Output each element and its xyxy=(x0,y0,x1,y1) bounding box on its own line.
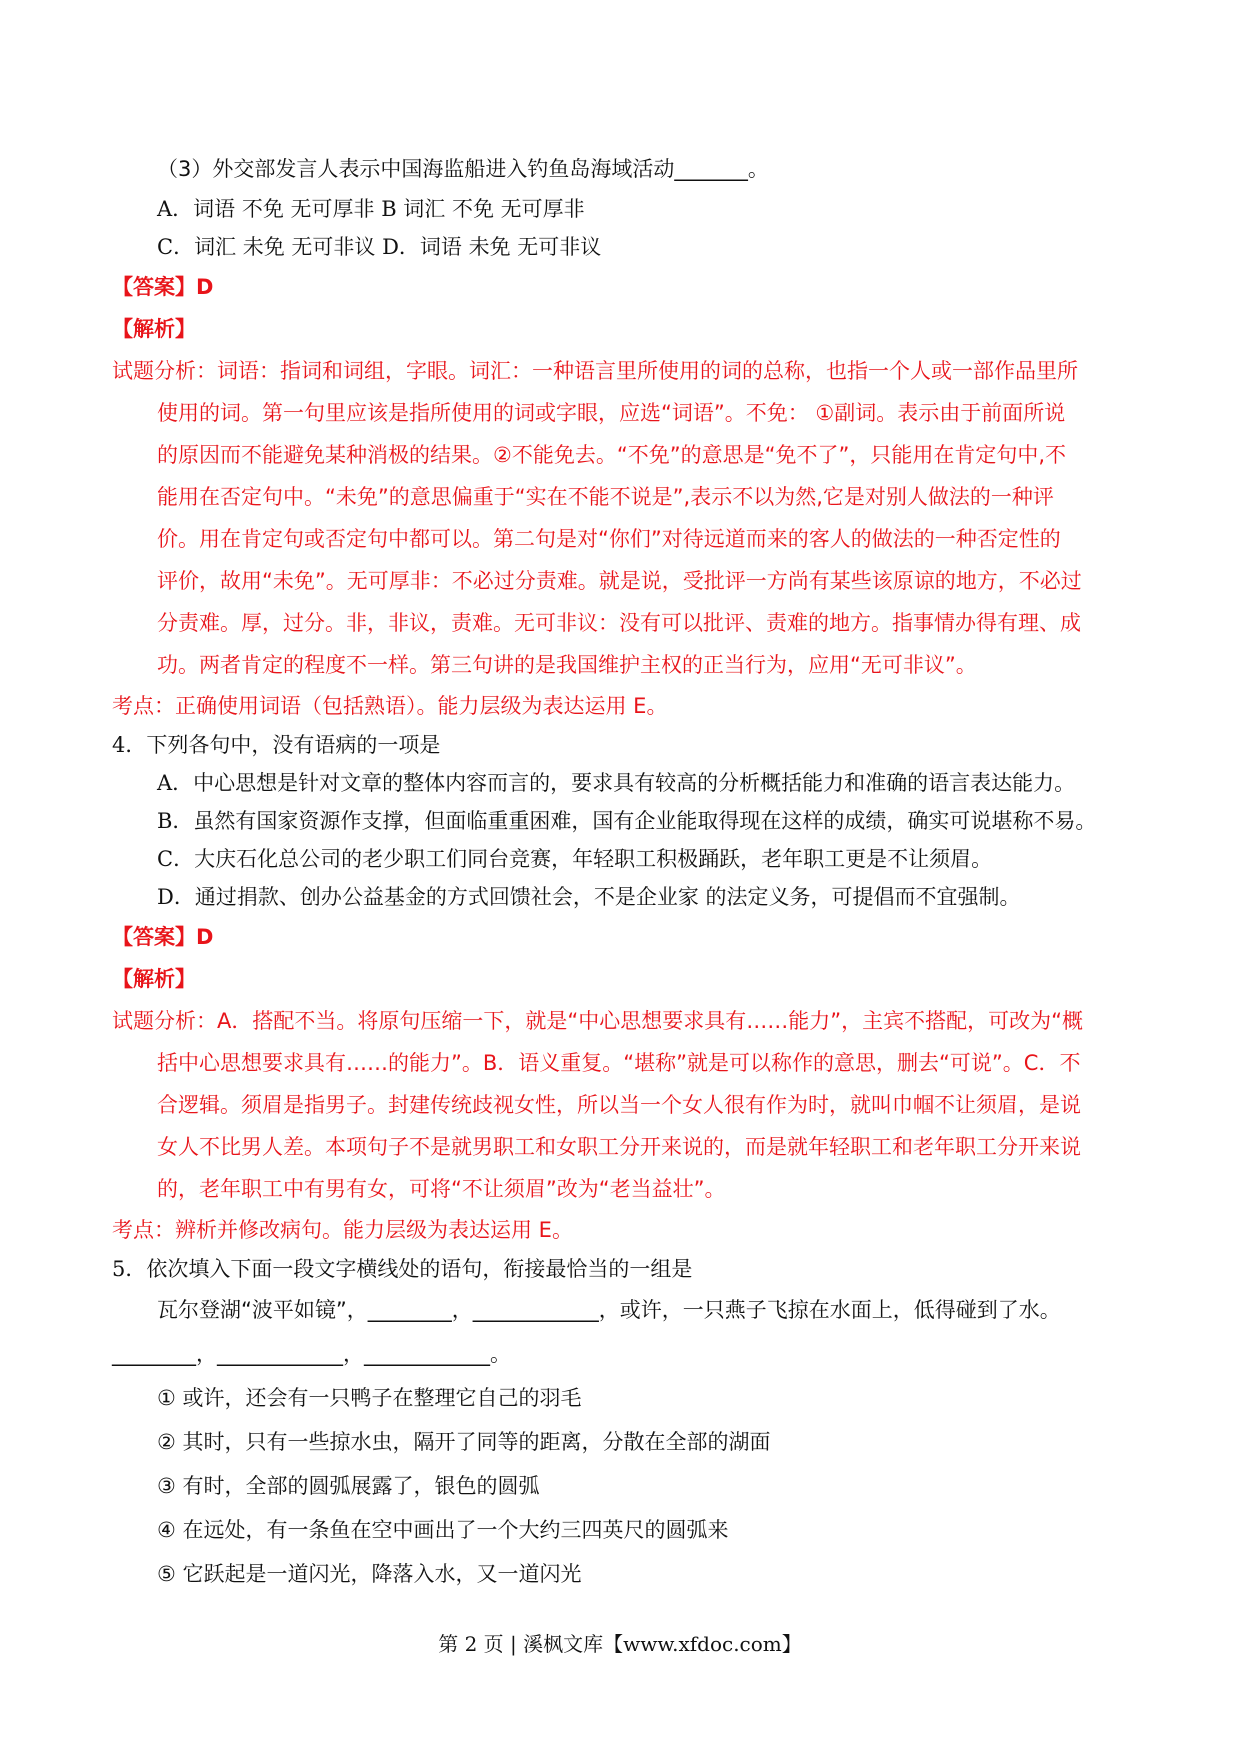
q3-options-cd: C．词汇 未免 无可非议 D．词语 未免 无可非议 xyxy=(157,235,602,259)
q3-options-ab: A．词语 不免 无可厚非 B 词汇 不免 无可厚非 xyxy=(157,197,585,221)
q5-item: ① 或许，还会有一只鸭子在整理它自己的羽毛 xyxy=(157,1386,582,1410)
q3-analysis-label: 【解析】 xyxy=(112,317,196,341)
q4-analysis xyxy=(112,1000,1132,1210)
q3-analysis-line: 试题分析：词语：指词和词组，字眼。词汇：一种语言里所使用的词的总称，也指一个人或一部作品里所 xyxy=(112,359,1078,383)
q4-option-d: D．通过捐款、创办公益基金的方式回馈社会，不是企业家 的法定义务，可提倡而不宜强制。 xyxy=(157,885,1021,909)
q3-analysis-line: 评价，故用“未免”。无可厚非：不必过分责难。就是说，受批评一方尚有某些该原谅的地方，不必过 xyxy=(157,569,1082,593)
q3-analysis-line: 的原因而不能避免某种消极的结果。②不能免去。“不免”的意思是“免不了”，只能用在肯定句中,不 xyxy=(157,443,1067,467)
q5-item: ② 其时，只有一些掠水虫，隔开了同等的距离，分散在全部的湖面 xyxy=(157,1430,771,1454)
q4-analysis-line: 的，老年职工中有男有女，可将“不让须眉”改为“老当益壮”。 xyxy=(157,1177,726,1201)
q5-item: ⑤ 它跃起是一道闪光，降落入水，又一道闪光 xyxy=(157,1562,582,1586)
q4-answer: 【答案】D xyxy=(112,925,214,949)
q4-kaodian: 考点：辨析并修改病句。能力层级为表达运用 E。 xyxy=(112,1218,573,1242)
q3-stem: （3）外交部发言人表示中国海监船进入钓鱼岛海域活动_______。 xyxy=(157,157,769,181)
q4-stem: 4．下列各句中，没有语病的一项是 xyxy=(112,733,441,757)
q4-analysis-line: 合逻辑。须眉是指男子。封建传统歧视女性，所以当一个女人很有作为时，就叫巾帼不让须眉，是说 xyxy=(157,1093,1081,1117)
q4-analysis-line: 试题分析：A．搭配不当。将原句压缩一下，就是“中心思想要求具有……能力”，主宾不搭配，可改为“概 xyxy=(112,1009,1083,1033)
q3-analysis xyxy=(112,350,1132,686)
q3-analysis-line: 功。两者肯定的程度不一样。第三句讲的是我国维护主权的正当行为，应用“无可非议”。 xyxy=(157,653,977,677)
q4-option-a: A．中心思想是针对文章的整体内容而言的，要求具有较高的分析概括能力和准确的语言表达能力。 xyxy=(157,771,1076,795)
q4-option-c: C．大庆石化总公司的老少职工们同台竞赛，年轻职工积极踊跃，老年职工更是不让须眉。 xyxy=(157,847,993,871)
q3-kaodian: 考点：正确使用词语（包括熟语）。能力层级为表达运用 E。 xyxy=(112,694,668,718)
q4-option-b: B．虽然有国家资源作支撑，但面临重重困难，国有企业能取得现在这样的成绩，确实可说堪称不易。 xyxy=(157,809,1097,833)
q5-passage-line-1: 瓦尔登湖“波平如镜”，________，____________，或许，一只燕子飞掠在水面上，低得碰到了水。 xyxy=(157,1298,1061,1322)
q3-analysis-line: 使用的词。第一句里应该是指所使用的词或字眼，应选“词语”。不免： ①副词。表示由于前面所说 xyxy=(157,401,1066,425)
q5-item: ③ 有时，全部的圆弧展露了，银色的圆弧 xyxy=(157,1474,540,1498)
q4-analysis-label: 【解析】 xyxy=(112,967,196,991)
page-content xyxy=(112,150,1132,1596)
q3-analysis-line: 能用在否定句中。“未免”的意思偏重于“实在不能不说是”,表示不以为然,它是对别人做法的一种评 xyxy=(157,485,1054,509)
q4-analysis-line: 女人不比男人差。本项句子不是就男职工和女职工分开来说的，而是就年轻职工和老年职工分开来说 xyxy=(157,1135,1081,1159)
q3-analysis-line: 价。用在肯定句或否定句中都可以。第二句是对“你们”对待远道而来的客人的做法的一种否定性的 xyxy=(157,527,1061,551)
page-footer: 第 2 页 | 溪枫文库【www.xfdoc.com】 xyxy=(438,1632,802,1656)
q5-item: ④ 在远处，有一条鱼在空中画出了一个大约三四英尺的圆弧来 xyxy=(157,1518,729,1542)
q3-answer: 【答案】D xyxy=(112,275,214,299)
q3-analysis-line: 分责难。厚，过分。非，非议，责难。无可非议：没有可以批评、责难的地方。指事情办得有理、成 xyxy=(157,611,1081,635)
q4-analysis-line: 括中心思想要求具有……的能力”。B．语义重复。“堪称”就是可以称作的意思，删去“可说”。C．不 xyxy=(157,1051,1081,1075)
q5-passage-line-2: ________，____________，____________。 xyxy=(112,1342,511,1366)
q5-stem: 5．依次填入下面一段文字横线处的语句，衔接最恰当的一组是 xyxy=(112,1257,693,1281)
